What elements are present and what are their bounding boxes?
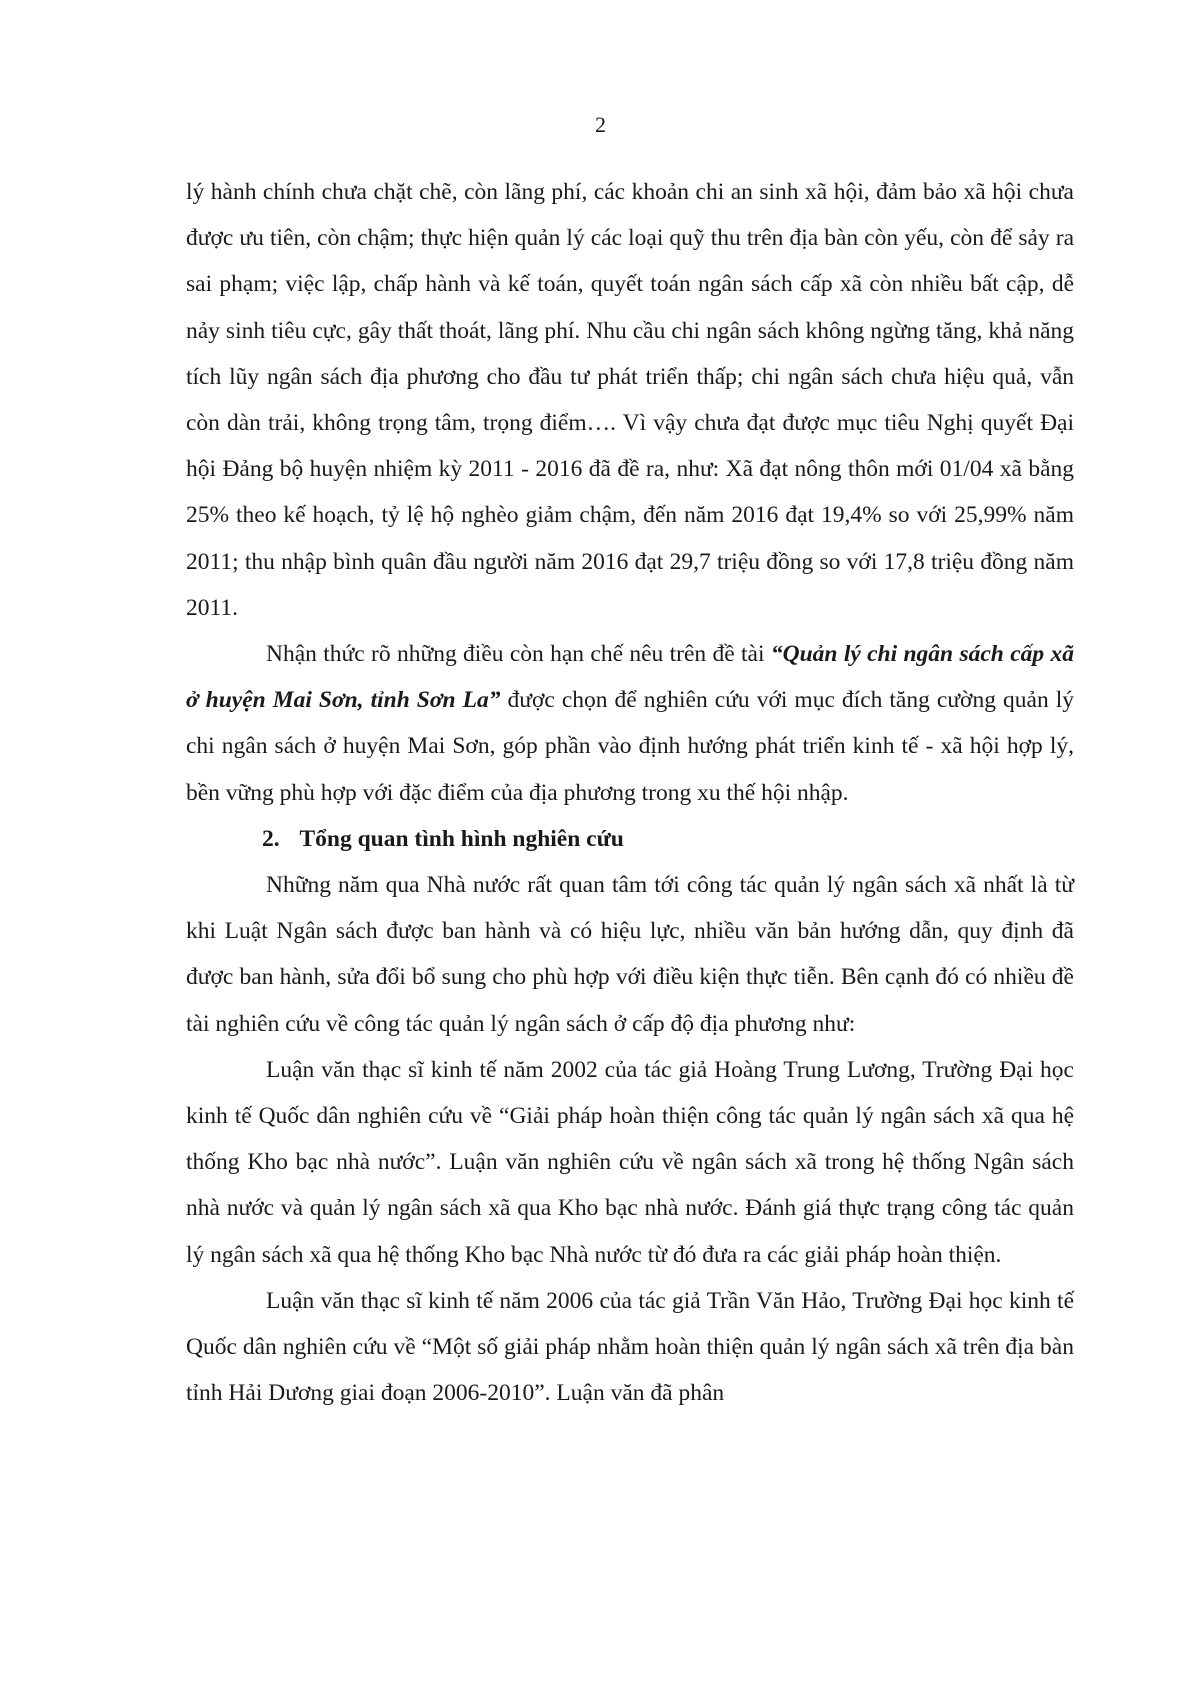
section-heading	[186, 816, 1074, 862]
paragraph-text: Nhận thức rõ những điều còn hạn chế nêu trên đề tài	[266, 641, 771, 668]
paragraph-text: được chọn để nghiên cứu với mục đích tăng cường quản lý chi ngân sách ở huyện Mai Sơn, góp phần vào định hướng phát triển kinh tế - xã hội hợp lý, bền vững phù hợp với đặc điểm của địa phương trong xu thế hội nhập.	[186, 687, 1074, 806]
paragraph-continued: lý hành chính chưa chặt chẽ, còn lãng phí, các khoản chi an sinh xã hội, đảm bảo xã hội chưa được ưu tiên, còn chậm; thực hiện quản lý các loại quỹ thu trên địa bàn còn yếu, còn để sảy ra sai phạm; việc lập, chấp hành và kế toán, quyết toán ngân sách cấp xã còn nhiều bất cập, dễ nảy sinh tiêu cực, gây thất thoát, lãng phí. Nhu cầu chi ngân sách không ngừng tăng, khả năng tích lũy ngân sách địa phương cho đầu tư phát triển thấp; chi ngân sách chưa hiệu quả, vẫn còn dàn trải, không trọng tâm, trọng điểm…. Vì vậy chưa đạt được mục tiêu Nghị quyết Đại hội Đảng bộ huyện nhiệm kỳ 2011 - 2016 đã đề ra, như: Xã đạt nông thôn mới 01/04 xã bằng 25% theo kế hoạch, tỷ lệ hộ nghèo giảm chậm, đến năm 2016 đạt 19,4% so với 25,99% năm 2011; thu nhập bình quân đầu người năm 2016 đạt 29,7 triệu đồng so với 17,8 triệu đồng năm 2011.	[186, 179, 1074, 621]
body-text	[186, 169, 1074, 1416]
page-number: 2	[595, 112, 606, 137]
section-number: 2.	[262, 825, 280, 852]
paragraph-study-luong: Luận văn thạc sĩ kinh tế năm 2002 của tác giả Hoàng Trung Lương, Trường Đại học kinh tế Quốc dân nghiên cứu về “Giải pháp hoàn thiện công tác quản lý ngân sách xã qua hệ thống Kho bạc nhà nước”. Luận văn nghiên cứu về ngân sách xã trong hệ thống Ngân sách nhà nước và quản lý ngân sách xã qua Kho bạc nhà nước. Đánh giá thực trạng công tác quản lý ngân sách xã qua hệ thống Kho bạc Nhà nước từ đó đưa ra các giải pháp hoàn thiện.	[186, 1056, 1074, 1268]
thesis-title: “Quản lý chi ngân sách cấp xã ở huyện Mai Sơn, tỉnh Sơn La”	[186, 641, 1074, 714]
section-title: Tổng quan tình hình nghiên cứu	[299, 825, 624, 852]
paragraph-research-topic	[186, 631, 1074, 816]
paragraph-study-hao: Luận văn thạc sĩ kinh tế năm 2006 của tác giả Trần Văn Hảo, Trường Đại học kinh tế Quốc dân nghiên cứu về “Một số giải pháp nhằm hoàn thiện quản lý ngân sách xã trên địa bàn tỉnh Hải Dương giai đoạn 2006-2010”. Luận văn đã phân	[186, 1287, 1074, 1407]
paragraph-overview: Những năm qua Nhà nước rất quan tâm tới công tác quản lý ngân sách xã nhất là từ khi Luật Ngân sách được ban hành và có hiệu lực, nhiều văn bản hướng dẫn, quy định đã được ban hành, sửa đổi bổ sung cho phù hợp với điều kiện thực tiễn. Bên cạnh đó có nhiều đề tài nghiên cứu về công tác quản lý ngân sách ở cấp độ địa phương như:	[186, 872, 1074, 1037]
